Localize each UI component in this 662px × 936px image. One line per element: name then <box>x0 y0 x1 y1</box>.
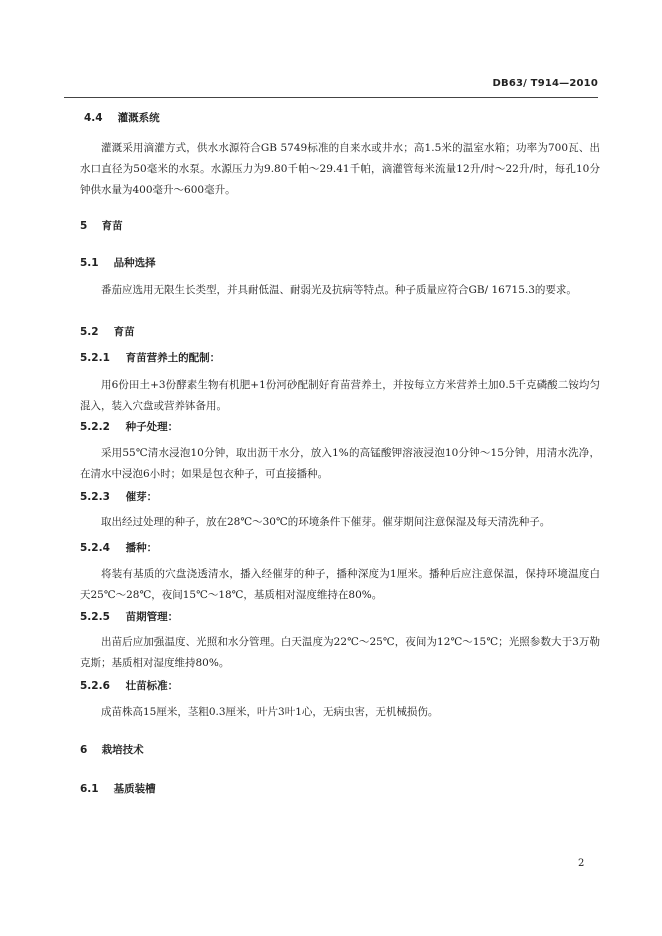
heading-6 <box>80 742 144 758</box>
header-rule <box>64 97 598 98</box>
heading-5-2-6 <box>80 678 178 694</box>
section-title: 基质装槽 <box>113 783 156 795</box>
section-title: 品种选择 <box>113 257 156 269</box>
section-title: 催芽： <box>125 491 158 503</box>
section-number: 5.2 <box>80 326 99 338</box>
section-number: 5.2.3 <box>80 491 110 503</box>
paragraph-5-2-6: 成苗株高15厘米，茎粗0.3厘米，叶片3叶1心，无病虫害，无机械损伤。 <box>101 706 439 718</box>
heading-5-2-5 <box>80 609 178 625</box>
paragraph-5-1: 番茄应选用无限生长类型，并具耐低温、耐弱光及抗病等特点。种子质量应符合GB/ 16715.3的要求。 <box>101 284 577 296</box>
paragraph-5-2-4: 将装有基质的穴盘浇透清水，播入经催芽的种子，播种深度为1厘米。播种后应注意保温，保持环境温度白天25℃～28℃，夜间15℃～18℃，基质相对湿度维持在80%。 <box>80 568 600 601</box>
section-title: 育苗营养土的配制： <box>125 352 221 364</box>
section-number: 5 <box>80 220 88 232</box>
section-title: 栽培技术 <box>101 744 144 756</box>
section-number: 6 <box>80 744 88 756</box>
page-number: 2 <box>578 858 585 869</box>
section-title: 播种： <box>125 542 158 554</box>
section-title: 种子处理： <box>125 421 179 433</box>
heading-4-4 <box>84 110 160 126</box>
section-title: 苗期管理： <box>125 611 179 623</box>
heading-5-2-2 <box>80 419 178 435</box>
paragraph-5-2-5: 出苗后应加强温度、光照和水分管理。白天温度为22℃～25℃，夜间为12℃～15℃；光照参数大于3万勒克斯；基质相对湿度维持80%。 <box>80 636 600 669</box>
doc-code: DB63/ T914—2010 <box>492 78 598 89</box>
paragraph-5-2-2: 采用55℃清水浸泡10分钟，取出沥干水分，放入1%的高锰酸钾溶液浸泡10分钟～15分钟，用清水洗净，在清水中浸泡6小时；如果是包衣种子，可直接播种。 <box>80 447 600 480</box>
heading-5-1 <box>80 255 156 271</box>
section-title: 育苗 <box>113 326 135 338</box>
heading-5 <box>80 218 123 234</box>
section-title: 育苗 <box>101 220 123 232</box>
heading-5-2-4 <box>80 540 157 556</box>
section-number: 5.2.5 <box>80 611 110 623</box>
section-number: 5.2.1 <box>80 352 110 364</box>
section-number: 5.2.6 <box>80 680 110 692</box>
heading-5-2-1 <box>80 350 220 366</box>
section-number: 6.1 <box>80 783 99 795</box>
heading-5-2-3 <box>80 489 157 505</box>
heading-6-1 <box>80 781 156 797</box>
heading-5-2 <box>80 324 135 340</box>
paragraph-5-2-1: 用6份田土+3份酵素生物有机肥+1份河砂配制好育苗营养土，并按每立方米营养土加0.5千克磷酸二铵均匀混入，装入穴盘或营养钵备用。 <box>80 379 600 412</box>
section-title: 壮苗标准： <box>125 680 179 692</box>
section-number: 5.1 <box>80 257 99 269</box>
section-number: 5.2.4 <box>80 542 110 554</box>
paragraph-5-2-3: 取出经过处理的种子，放在28℃～30℃的环境条件下催芽。催芽期间注意保湿及每天清洗种子。 <box>101 516 551 528</box>
section-number: 5.2.2 <box>80 421 110 433</box>
paragraph-4-4: 灌溉采用滴灌方式，供水水源符合GB 5749标准的自来水或井水；高1.5米的温室水箱；功率为700瓦、出水口直径为50毫米的水泵。水源压力为9.80千帕～29.41千帕，滴灌管每米流量12升/时～22升/时，每孔10分钟供水量为400毫升～600毫升。 <box>80 142 600 196</box>
section-title: 灌溉系统 <box>117 112 160 124</box>
section-number: 4.4 <box>84 112 103 124</box>
